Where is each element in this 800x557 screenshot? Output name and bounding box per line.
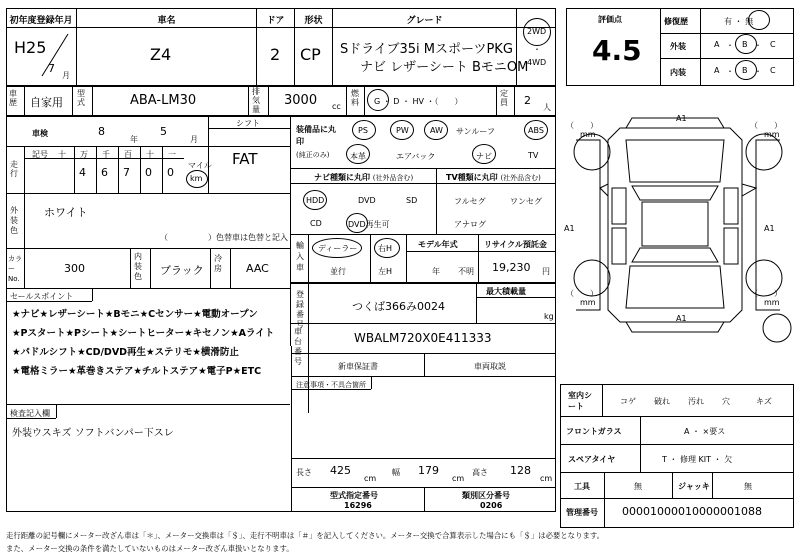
divider xyxy=(6,146,290,147)
divider xyxy=(74,147,75,193)
max-load-unit: kg xyxy=(544,312,554,321)
displacement-unit: cc xyxy=(332,102,341,111)
chassis-value: WBALM720X0E411333 xyxy=(354,331,492,345)
grade-line2: ナビ レザーシート BモニOM xyxy=(360,60,529,75)
shift-value: FAT xyxy=(232,150,258,168)
interior-seat-label: 室内シート xyxy=(568,391,592,411)
divider xyxy=(72,86,73,116)
divider xyxy=(24,86,25,116)
sales-points-label: セールスポイント xyxy=(10,292,74,301)
import-right-hand: 右H xyxy=(378,244,393,253)
inspection-month-unit: 月 xyxy=(190,135,198,144)
fuel-label: 燃料 xyxy=(351,89,359,107)
divider xyxy=(660,8,661,86)
diagram-a1-right: A1 xyxy=(764,224,775,233)
divider xyxy=(712,473,713,499)
model-year-value: 不明 xyxy=(458,267,474,276)
tire-rear-left-unit: mm xyxy=(580,298,596,307)
windshield-value: A ・ ×要ス xyxy=(684,427,726,436)
divider xyxy=(291,168,556,169)
divider xyxy=(560,416,794,417)
interior-seat-item: キズ xyxy=(756,397,772,406)
divider xyxy=(308,283,309,413)
divider xyxy=(476,297,556,298)
import-parallel: 並行 xyxy=(330,267,346,276)
class-number-label: 類別区分番号 xyxy=(462,491,510,500)
divider xyxy=(476,283,477,323)
type-designation-label: 型式指定番号 xyxy=(330,491,378,500)
equipment-item: ABS xyxy=(528,126,544,135)
grade-option: A xyxy=(714,40,720,49)
width-unit: cm xyxy=(452,474,465,483)
length-value: 425 xyxy=(330,464,351,477)
divider xyxy=(290,116,291,346)
grade-option: C xyxy=(770,40,776,49)
grade-option: B xyxy=(742,40,748,49)
repair-history-options: 有 ・ 無 xyxy=(724,17,754,26)
import-left-hand: 左H xyxy=(378,267,393,276)
divider xyxy=(672,473,673,499)
drive-2wd: 2WD xyxy=(527,27,547,36)
mileage-unit-header: 一 xyxy=(168,150,176,159)
mileage-unit-header: 百 xyxy=(124,150,132,159)
height-unit: cm xyxy=(540,474,553,483)
divider xyxy=(478,235,479,283)
equipment-item: サンルーフ xyxy=(456,127,495,136)
import-label: 輸入車 xyxy=(296,241,304,272)
tv-type-title: TV種類に丸印 xyxy=(446,173,498,182)
nav-type-sub: (社外品含む) xyxy=(372,174,414,182)
divider xyxy=(424,354,425,376)
mileage-unit-header: 十 xyxy=(58,150,66,159)
length-unit: cm xyxy=(364,474,377,483)
sales-point-line: ★電格ミラー★革巻きステア★チルトステア★電子P★ETC xyxy=(12,366,262,377)
equipment-item: エアバック xyxy=(396,152,436,161)
car-name: Z4 xyxy=(150,45,172,64)
divider xyxy=(514,86,515,116)
divider xyxy=(661,58,794,59)
inspection-label: 車検 xyxy=(32,129,48,138)
equipment-label: 装備品に丸印 xyxy=(296,125,336,146)
divider xyxy=(602,384,603,417)
interior-seat-item: 穴 xyxy=(722,397,730,406)
divider xyxy=(346,86,347,116)
plate-value: つくば366み0024 xyxy=(352,300,445,313)
divider xyxy=(291,183,556,184)
tv-type-header xyxy=(446,172,541,183)
grade-option: B xyxy=(742,66,748,75)
tire-rear-right: （ ） xyxy=(750,289,782,298)
divider xyxy=(92,86,93,116)
drive-dot: ・ xyxy=(533,45,541,54)
inspection-notes-label: 検査記入欄 xyxy=(10,409,50,418)
windshield-label: フロントガラス xyxy=(566,427,622,436)
mileage-digit: 0 xyxy=(167,166,174,179)
divider xyxy=(24,194,25,288)
first-reg-era: H25 xyxy=(14,38,47,57)
month-unit: 月 xyxy=(62,71,70,80)
type-designation-value: 16296 xyxy=(344,501,372,510)
mileage-digit: 7 xyxy=(123,166,130,179)
divider xyxy=(140,147,141,193)
divider xyxy=(291,376,556,377)
nav-dvd: DVD xyxy=(358,196,376,205)
first-reg-month: 7 xyxy=(48,62,55,75)
tv-fullseg: フルセグ xyxy=(454,197,486,206)
divider xyxy=(364,86,365,116)
owner-manual: 車両取説 xyxy=(474,362,506,371)
shift-label: シフト xyxy=(236,119,260,128)
repair-history-label: 修復歴 xyxy=(664,17,688,26)
divider xyxy=(56,405,57,418)
sales-point-line: ★ナビ★レザーシート★Bモニ★Cセンサー★電動オープン xyxy=(12,309,258,320)
spare-tire-value: T ・ 修理 KIT ・ 欠 xyxy=(662,455,733,464)
grade-option: A xyxy=(714,66,720,75)
divider xyxy=(371,377,372,389)
plate-label: 登録番号 xyxy=(296,290,304,329)
grade-line1: Sドライブ35i MスポーツPKG xyxy=(340,42,513,57)
equipment-item: PW xyxy=(396,126,409,135)
mileage-label: 走行 xyxy=(10,160,18,178)
model-label: 型式 xyxy=(77,89,85,107)
nav-type-header xyxy=(314,172,413,183)
tire-front-left: （ ） xyxy=(566,121,598,130)
footer-note-2: また、メーター交換の条件を満たしていないものはメーター改ざん車扱いとなります。 xyxy=(6,544,294,553)
divider xyxy=(406,235,407,283)
nav-dvd-play: DVD再生可 xyxy=(348,220,390,229)
divider xyxy=(291,323,556,324)
divider xyxy=(640,417,641,473)
score-value: 4.5 xyxy=(592,34,642,67)
tv-analog: アナログ xyxy=(454,220,486,229)
mileage-digit: 6 xyxy=(101,166,108,179)
divider xyxy=(560,498,794,499)
grade-dot: ・ xyxy=(726,41,734,50)
divider xyxy=(604,473,605,528)
tire-front-right: （ ） xyxy=(750,121,782,130)
interior-seat-item: 破れ xyxy=(654,397,670,406)
divider xyxy=(118,147,119,193)
divider xyxy=(6,115,556,117)
grade-dot: ・ xyxy=(754,67,762,76)
divider xyxy=(291,389,371,390)
seats-value: 2 xyxy=(524,94,531,107)
model-year-label: モデル年式 xyxy=(418,240,458,249)
height-value: 128 xyxy=(510,464,531,477)
nav-hdd: HDD xyxy=(306,196,325,205)
diagram-a1-rear: A1 xyxy=(676,314,687,323)
mileage-unit-header: 千 xyxy=(102,150,110,159)
divider xyxy=(308,235,309,283)
notice-label: 注意事項・不具合箇所 xyxy=(296,381,366,389)
divider xyxy=(560,444,794,445)
tire-rear-left: （ ） xyxy=(566,289,598,298)
divider xyxy=(496,86,497,116)
interior-color-value: ブラック xyxy=(160,264,204,277)
color-code-label: カラーNo. xyxy=(8,255,22,283)
shape-value: CP xyxy=(300,45,321,64)
color-change-note: （ ）色替車は色替と記入 xyxy=(160,233,288,242)
tire-front-left-unit: mm xyxy=(580,130,596,139)
car-diagram xyxy=(562,100,794,350)
sales-point-line: ★Pスタート★Pシート★シートヒーター★キセノン★Aライト xyxy=(12,328,275,339)
nav-dvd-play-circle xyxy=(346,213,368,233)
divider xyxy=(291,346,292,512)
divider xyxy=(291,458,556,459)
shape-header: 形状 xyxy=(304,16,323,26)
spare-tire-label: スペアタイヤ xyxy=(568,455,616,464)
management-number-label: 管理番号 xyxy=(566,508,598,517)
interior-grade-label: 内装 xyxy=(670,68,686,77)
jack-value: 無 xyxy=(744,482,752,491)
exterior-color-label: 外装色 xyxy=(10,206,18,235)
divider xyxy=(436,169,437,234)
width-value: 179 xyxy=(418,464,439,477)
equipment-item: AW xyxy=(430,126,443,135)
doors-header: ドア xyxy=(266,16,285,26)
model-year-unit: 年 xyxy=(432,267,440,276)
divider xyxy=(24,147,25,193)
car-name-header: 車名 xyxy=(157,16,176,26)
tools-label: 工具 xyxy=(574,482,590,491)
diagram-a1-left: A1 xyxy=(564,224,575,233)
recycle-unit: 円 xyxy=(542,267,550,276)
class-number-value: 0206 xyxy=(480,501,503,510)
repair-no-circle xyxy=(748,10,770,30)
recycle-value: 19,230 xyxy=(492,261,531,274)
equipment-item: TV xyxy=(528,151,539,160)
inspection-year-unit: 年 xyxy=(130,135,138,144)
grade-dot: ・ xyxy=(726,67,734,76)
tools-value: 無 xyxy=(634,482,642,491)
tv-oneseg: ワンセグ xyxy=(510,197,542,206)
divider xyxy=(407,251,556,252)
divider xyxy=(6,27,556,28)
divider xyxy=(96,147,97,193)
divider xyxy=(560,472,794,473)
exterior-grade-label: 外装 xyxy=(670,42,686,51)
divider xyxy=(6,248,290,249)
import-dealer: ディーラー xyxy=(318,244,358,253)
divider xyxy=(291,282,556,284)
divider xyxy=(661,33,794,34)
divider xyxy=(230,249,231,288)
seats-unit: 人 xyxy=(543,103,551,112)
divider xyxy=(291,234,556,235)
first-reg-header: 初年度登録年月 xyxy=(9,16,73,26)
grade-option: C xyxy=(770,66,776,75)
inspection-notes-text: 外装ウスキズ ソフトバンパー下スレ xyxy=(12,428,174,439)
divider xyxy=(150,249,151,288)
sales-point-line: ★パドルシフト★CD/DVD再生★ステリモ★横滑防止 xyxy=(12,347,239,358)
height-label: 高さ xyxy=(472,468,488,477)
divider xyxy=(6,193,290,194)
score-label: 評価点 xyxy=(598,15,622,24)
divider xyxy=(700,8,701,86)
inspection-month: 5 xyxy=(160,125,167,138)
equipment-item: 本革 xyxy=(350,152,366,161)
divider xyxy=(370,235,371,283)
model-value: ABA-LM30 xyxy=(130,93,197,108)
equipment-sub: (純正のみ) xyxy=(296,151,330,159)
divider xyxy=(6,301,92,302)
color-code-value: 300 xyxy=(64,262,85,275)
divider xyxy=(6,85,556,87)
footer-note-1: 走行距離の記号欄にメーター改ざん車は「＊」、メーター交換車は「＄」、走行不明車は「＃」を記入してください。メーター交換で合算表示した場合にも「＄」は必要となります。 xyxy=(6,531,605,540)
equipment-item: ナビ xyxy=(476,152,492,161)
nav-type-title: ナビ種類に丸印 xyxy=(314,173,370,182)
ac-label: 冷房 xyxy=(214,254,222,273)
divider xyxy=(6,404,290,405)
tire-front-right-unit: mm xyxy=(764,130,780,139)
mileage-unit-mile: マイル xyxy=(188,161,212,170)
jack-label: ジャッキ xyxy=(678,482,710,491)
mileage-unit-header: 万 xyxy=(80,150,88,159)
mileage-digit: 0 xyxy=(145,166,152,179)
divider xyxy=(248,86,249,116)
drive-4wd: 4WD xyxy=(527,58,547,67)
usage-label: 車歴 xyxy=(9,89,17,107)
new-car-warranty: 新車保証書 xyxy=(338,362,378,371)
mileage-unit-km: km xyxy=(190,174,203,183)
diagram-a1-front: A1 xyxy=(676,114,687,123)
width-label: 幅 xyxy=(392,468,400,477)
divider xyxy=(6,288,290,289)
exterior-color-value: ホワイト xyxy=(44,206,88,219)
divider xyxy=(268,86,269,116)
length-label: 長さ xyxy=(296,468,312,477)
tv-type-sub: (社外品含む) xyxy=(500,174,541,182)
mileage-digit: 4 xyxy=(79,166,86,179)
divider xyxy=(162,147,163,193)
nav-sd: SD xyxy=(406,196,418,205)
displacement-label: 排気量 xyxy=(252,87,260,114)
divider xyxy=(6,418,56,419)
interior-color-label: 内装色 xyxy=(134,252,142,281)
displacement-value: 3000 xyxy=(284,93,318,108)
divider xyxy=(424,488,425,512)
ac-value: AAC xyxy=(246,262,269,275)
chassis-label: 車台番号 xyxy=(294,327,302,366)
inspection-year: 8 xyxy=(98,125,105,138)
management-number-value: 00001000010000001088 xyxy=(622,505,762,518)
nav-cd: CD xyxy=(310,219,322,228)
grade-selected-circle xyxy=(735,34,757,54)
interior-seat-item: コゲ xyxy=(620,397,636,406)
mileage-unit-header: 十 xyxy=(146,150,154,159)
usage-value: 自家用 xyxy=(30,96,63,109)
equipment-item: PS xyxy=(358,126,368,135)
interior-seat-item: 汚れ xyxy=(688,397,704,406)
divider xyxy=(210,249,211,288)
doors-value: 2 xyxy=(270,45,281,64)
grade-dot: ・ xyxy=(754,41,762,50)
divider xyxy=(130,249,131,288)
recycle-label: リサイクル預託金 xyxy=(484,240,547,249)
fuel-options: G ・ D ・ HV ・（ ） xyxy=(374,97,463,106)
grade-selected-circle xyxy=(735,60,757,80)
divider xyxy=(92,289,93,301)
tire-rear-right-unit: mm xyxy=(764,298,780,307)
seats-label: 定員 xyxy=(500,89,508,107)
grade-header: グレード xyxy=(406,16,443,26)
mileage-symbol-label: 記号 xyxy=(32,150,48,159)
max-load-label: 最大積載量 xyxy=(486,287,526,296)
